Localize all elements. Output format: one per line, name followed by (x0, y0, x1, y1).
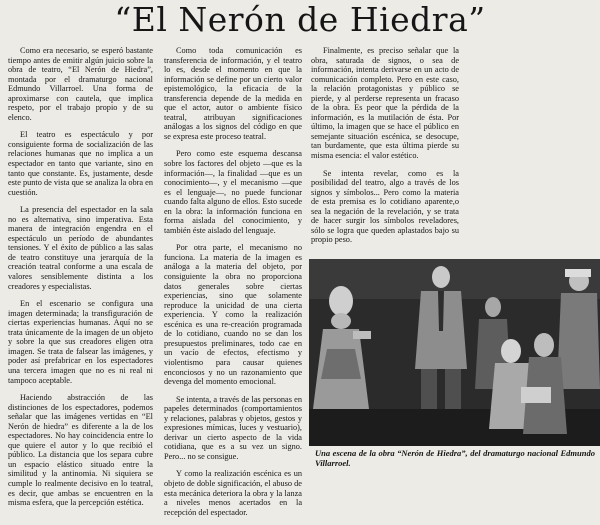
paragraph: Se intenta revelar, como es la posibilidad del teatro, algo a través de los signos y símbolos... Pero como la materia de esta premisa es lo cotidiano aparente,o sea la negación de la revelación, y se trata de hacer surgir los símbolos reveladores, sólo se logra que queden aplastados bajo su propio peso. (311, 168, 459, 245)
article-column-3 (311, 46, 459, 253)
scene-photo-image (309, 259, 600, 446)
article-column-2 (164, 46, 302, 525)
paragraph: Y como la realización escénica es un objeto de doble significación, el abuso de esta mecánica deteriora la obra y la lanza a niveles menos acertados en la recepción del espectador. (164, 469, 302, 517)
article-column-1 (8, 46, 153, 516)
paragraph: Por otra parte, el mecanismo no funciona. La materia de la imagen es análoga a la materia del objeto, por consiguiente la obra no proporciona datos generales sobre ciertas experiencias, sino que solamente reproduce la unicidad de una cierta experiencia. Y como la realización escénica es una re-creación programada de lo cotidiano, cuando no se dan los presupuestos preliminares, todo cae en un vacío de efectos, efectismo y violentismo para causar quienes enconciosos y no un razonamiento que devenga del momento emocional. (164, 243, 302, 387)
paragraph: Se intenta, a través de las personas en papeles determinados (comportamientos y relaciones, palabras y objetos, gestos y expresiones mímicas, luces y vestuario), derivar un cierto aspecto de la vida cotidiana, que es a su vez un signo. Pero... no se consigue. (164, 394, 302, 461)
paragraph: La presencia del espectador en la sala no es alternativa, sino imperativa. Esta manera de integración engendra en el espectáculo un período de abundantes tensiones. Y el éxito de público a las salas de teatro constituye una jerarquía de la creación teatral conforme a una escala de valores sensiblemente distinta a los creadores y especialistas. (8, 205, 153, 291)
article-headline: “El Nerón de Hiedra” (114, 0, 486, 39)
scene-photo (309, 259, 600, 446)
paragraph: Haciendo abstracción de las distinciones de los espectadores, podemos señalar que las imágenes vertidas en “El Nerón de hiedra” es diferente a la de los espectadores. No hay coincidencia entre lo que quiere el autor y lo que recibió el público. La distancia que los separa cubre un espacio elástico situado entre la similitud y la antinomia. Ni siquiera se cumple lo realmente decisivo en lo teatral, es decir, que ambas se encuentren en la misma esfera, que la percepción estética. (8, 393, 153, 508)
paragraph: Como toda comunicación es transferencia de información, y el teatro lo es, desde el momento en que la información se define por un cierto valor epistemológico, la eficacia de la transferencia depende de la medida en que el actor, autor o ambiente físico teatral, atribuyan significaciones análogas a los signos del código en que se expresa este proceso teatral. (164, 46, 302, 141)
photo-caption: Una escena de la obra “Nerón de Hiedra”, del dramaturgo nacional Edmundo Villarroel. (315, 448, 595, 468)
paragraph: Pero como este esquema descansa sobre los factores del objeto —que es la información—, la finalidad —que es un conocimiento—, y el mecanismo —que es el lenguaje—, no puede funcionar cuando falta alguno de ellos. Esto sucede en la obra: la información funciona en forma aislada del conocimiento, y también éste aislado del lenguaje. (164, 149, 302, 235)
paragraph: El teatro es espectáculo y por consiguiente forma de socialización de las relaciones humanas que no implica a un espectador en tanto que variante, sino en tanto que constante. Es, justamente, desde este punto de vista que se analiza la obra en cuestión. (8, 130, 153, 197)
paragraph: Finalmente, es preciso señalar que la obra, saturada de signos, o sea de información, intenta derivarse en un acto de comunicación completo. Pero en este caso, la relación protagonistas y público se pierde, y al perderse representa un fracaso de la obra. Es peor que la pérdida de la información, es la mutilación de ésta. Por último, la imagen que se hace el público en semejante situación escénica, se desocupe, tan burdamente, que esta última pierde su misma esencia: el valor estético. (311, 46, 459, 161)
paragraph: Como era necesario, se esperó bastante tiempo antes de emitir algún juicio sobre la obra de teatro, “El Nerón de Hiedra”, montada por el dramaturgo nacional Edmundo Villarroel. Una forma de aproximarse con cautela, que implica respeto, por el trabajo propio y de su elenco. (8, 46, 153, 122)
paragraph: En el escenario se configura una imagen determinada; la transfiguración de ciertas experiencias humanas. Aquí no se trata únicamente de la imagen de un objeto y sobre la que sus creadores eligen otra imagen. Se trata de falsear las imágenes, y poder así prefabricar en los espectadores una tercera imagen que no es ni real ni tampoco aceptable. (8, 299, 153, 385)
